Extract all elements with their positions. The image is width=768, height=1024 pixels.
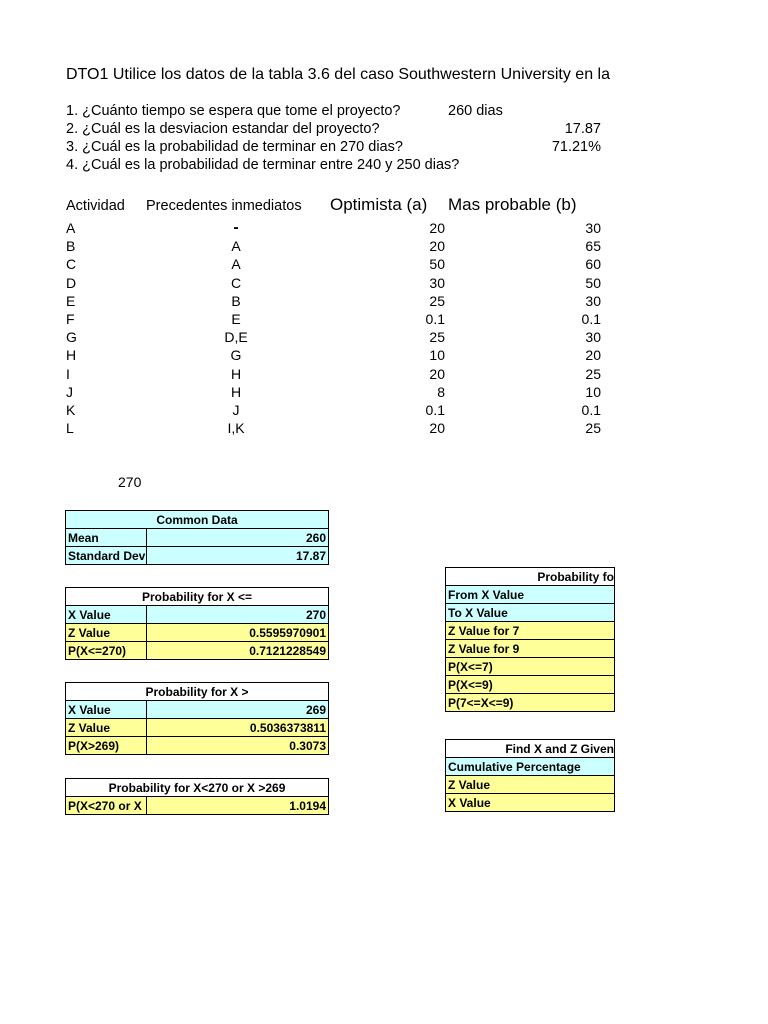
prob-gt-title: Probability for X >	[66, 683, 329, 701]
prob-gt-z-label: Z Value	[66, 719, 147, 737]
common-data-title: Common Data	[66, 511, 329, 529]
predecessor-cell: -	[233, 219, 239, 236]
prob-le-p-label: P(X<=270)	[66, 642, 147, 660]
mas-probable-cell: 65	[585, 238, 601, 255]
optimista-cell: 8	[437, 383, 445, 400]
table-row	[0, 237, 604, 255]
prob-gt-z-value: 0.5036373811	[147, 719, 329, 737]
table-row	[0, 328, 604, 346]
activity-cell: H	[66, 347, 77, 364]
mas-probable-cell: 20	[585, 347, 601, 364]
predecessor-cell: E	[231, 311, 241, 327]
prob-or-p-label: P(X<270 or X	[66, 797, 147, 815]
p-between-label: P(7<=X<=9)	[446, 694, 615, 712]
activity-cell: J	[66, 383, 73, 400]
table-row	[0, 274, 604, 292]
prob-gt-p-value: 0.3073	[147, 737, 329, 755]
predecessor-cell: I,K	[227, 420, 245, 437]
find-z-label: Z Value	[446, 776, 615, 794]
activity-cell: G	[66, 329, 77, 346]
table-row	[0, 419, 604, 437]
optimista-cell: 20	[429, 220, 445, 236]
predecessor-cell: G	[230, 347, 242, 364]
prob-gt-x-label: X Value	[66, 701, 147, 719]
col-header-precedentes: Precedentes inmediatos	[146, 198, 302, 214]
optimista-cell: 20	[429, 238, 445, 255]
prob-le-title: Probability for X <=	[66, 588, 329, 606]
sd-value[interactable]: 17.87	[147, 547, 329, 565]
table-row	[0, 255, 604, 273]
question-4: 4. ¿Cuál es la probabilidad de terminar entre 240 y 250 dias?	[66, 157, 460, 173]
prob-or-p-value: 1.0194	[147, 797, 329, 815]
prob-le-box	[65, 587, 329, 660]
mas-probable-cell: 50	[585, 274, 601, 291]
p-le-7-label: P(X<=7)	[446, 658, 615, 676]
sd-label: Standard Dev	[66, 547, 147, 565]
find-xz-box	[445, 739, 615, 812]
prob-le-x-label: X Value	[66, 606, 147, 624]
predecessor-cell: C	[230, 274, 242, 291]
prob-le-z-label: Z Value	[66, 624, 147, 642]
optimista-cell: 20	[429, 420, 445, 437]
table-row	[0, 365, 604, 383]
find-x-label: X Value	[446, 794, 615, 812]
activity-cell: L	[66, 420, 74, 437]
question-2: 2. ¿Cuál es la desviacion estandar del proyecto?	[66, 121, 380, 137]
col-header-mas-probable: Mas probable (b)	[448, 195, 577, 214]
predecessor-cell: H	[230, 365, 242, 382]
mas-probable-cell: 10	[585, 383, 601, 400]
prob-le-z-value: 0.5595970901	[147, 624, 329, 642]
question-1: 1. ¿Cuánto tiempo se espera que tome el proyecto?	[66, 103, 401, 119]
activity-cell: D	[66, 274, 77, 291]
optimista-cell: 30	[429, 274, 445, 291]
predecessor-cell: A	[231, 238, 241, 255]
optimista-cell: 0.1	[425, 402, 445, 418]
question-3: 3. ¿Cuál es la probabilidad de terminar en 270 dias?	[66, 139, 403, 155]
loose-value: 270	[118, 474, 142, 490]
mas-probable-cell: 30	[585, 329, 601, 346]
answer-1: 260 dias	[448, 103, 503, 119]
prob-le-p-value: 0.7121228549	[147, 642, 329, 660]
mean-value[interactable]: 260	[147, 529, 329, 547]
predecessor-cell: D,E	[224, 329, 248, 346]
optimista-cell: 50	[429, 256, 445, 273]
mas-probable-cell: 60	[585, 256, 601, 273]
p-le-9-label: P(X<=9)	[446, 676, 615, 694]
col-header-actividad: Actividad	[66, 198, 125, 214]
sheet-title: DTO1 Utilice los datos de la tabla 3.6 del caso Southwestern University en la	[66, 66, 610, 83]
activity-cell: A	[66, 220, 76, 236]
col-header-optimista: Optimista (a)	[330, 195, 428, 214]
prob-gt-p-label: P(X>269)	[66, 737, 147, 755]
mas-probable-cell: 0.1	[581, 311, 601, 327]
prob-gt-x-value[interactable]: 269	[147, 701, 329, 719]
predecessor-cell: H	[230, 383, 242, 400]
prob-between-box	[445, 567, 615, 712]
activity-cell: E	[66, 292, 76, 309]
optimista-cell: 0.1	[425, 311, 445, 327]
prob-or-box	[65, 778, 329, 815]
optimista-cell: 25	[429, 329, 445, 346]
cumulative-pct-label: Cumulative Percentage	[446, 758, 615, 776]
mas-probable-cell: 25	[585, 365, 601, 382]
z-for-9-label: Z Value for 9	[446, 640, 615, 658]
predecessor-cell: B	[231, 292, 241, 309]
predecessor-cell: J	[232, 402, 240, 418]
mas-probable-cell: 0.1	[581, 402, 601, 418]
mas-probable-cell: 30	[585, 292, 601, 309]
mean-label: Mean	[66, 529, 147, 547]
activity-cell: B	[66, 238, 76, 255]
table-row	[0, 292, 604, 310]
table-row	[0, 401, 604, 419]
prob-gt-box	[65, 682, 329, 755]
table-row	[0, 383, 604, 401]
optimista-cell: 25	[429, 292, 445, 309]
prob-between-title: Probability fo	[446, 568, 615, 586]
common-data-box	[65, 510, 329, 565]
to-x-label: To X Value	[446, 604, 615, 622]
optimista-cell: 10	[429, 347, 445, 364]
from-x-label: From X Value	[446, 586, 615, 604]
mas-probable-cell: 25	[585, 420, 601, 437]
prob-le-x-value[interactable]: 270	[147, 606, 329, 624]
activity-cell: K	[66, 402, 76, 418]
activity-cell: F	[66, 311, 75, 327]
prob-or-title: Probability for X<270 or X >269	[66, 779, 329, 797]
table-row	[0, 346, 604, 364]
mas-probable-cell: 30	[585, 220, 601, 236]
answer-3: 71.21%	[551, 139, 601, 155]
table-row	[0, 219, 604, 237]
z-for-7-label: Z Value for 7	[446, 622, 615, 640]
optimista-cell: 20	[429, 365, 445, 382]
activity-cell: I	[66, 365, 70, 382]
activity-cell: C	[66, 256, 77, 273]
table-row	[0, 310, 604, 328]
answer-2: 17.87	[564, 121, 601, 137]
find-xz-title: Find X and Z Given	[446, 740, 615, 758]
predecessor-cell: A	[231, 256, 241, 273]
